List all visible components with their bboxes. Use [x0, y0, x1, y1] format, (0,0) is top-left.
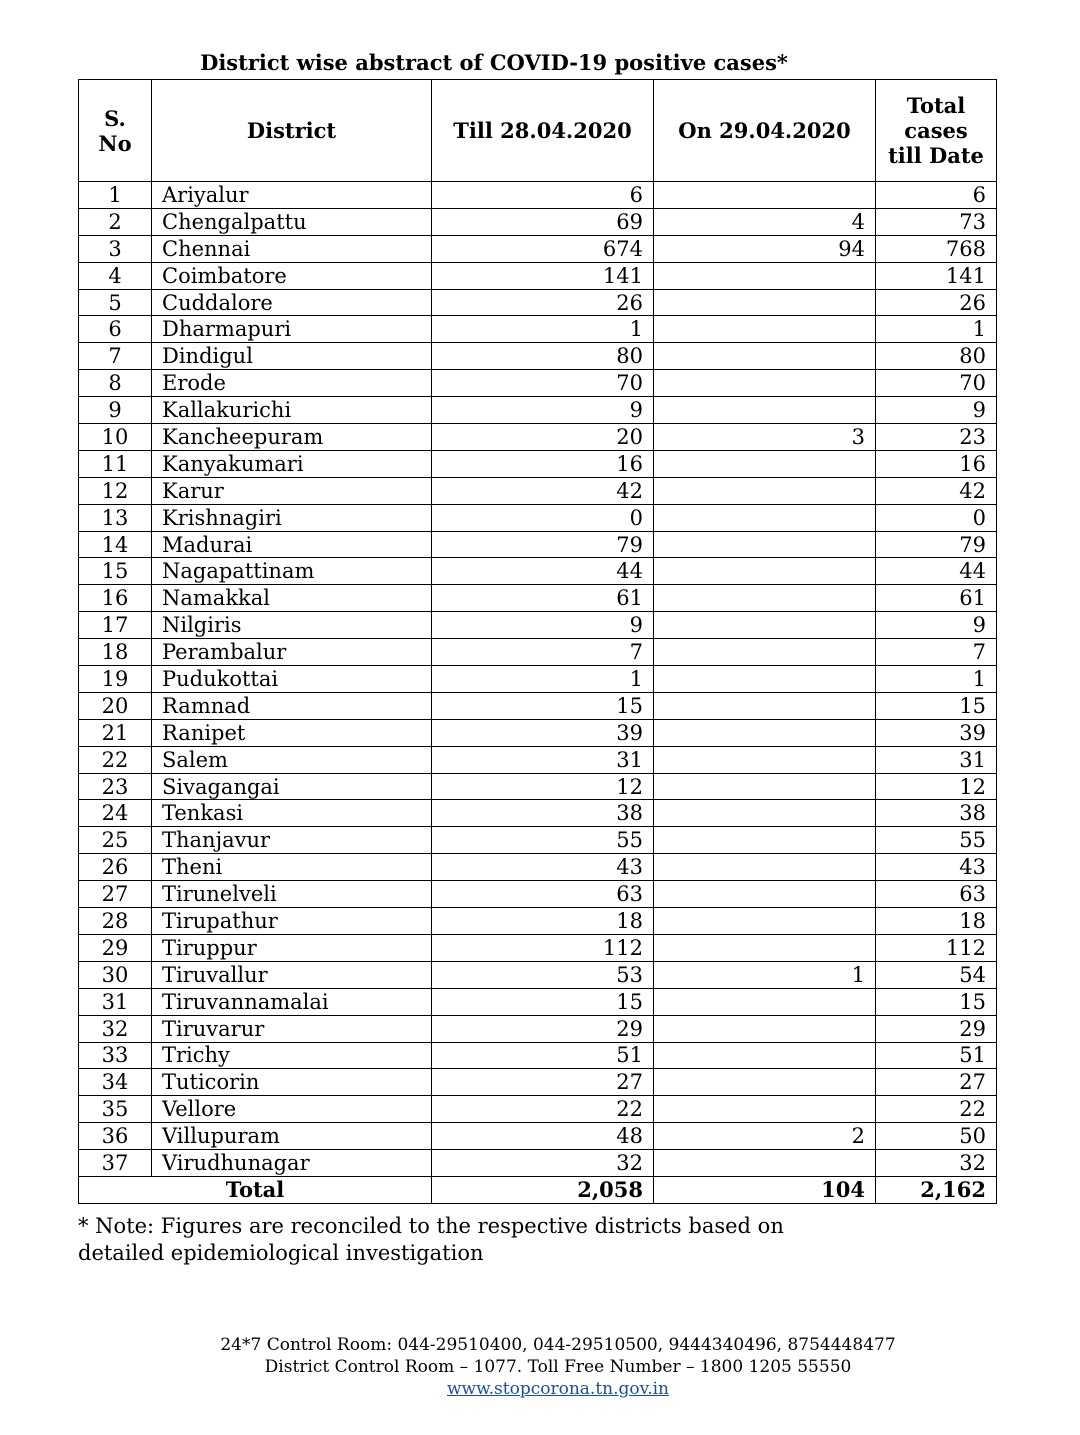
row-till: 20	[432, 424, 654, 451]
row-district: Tiruvannamalai	[152, 988, 432, 1015]
row-district: Tirupathur	[152, 908, 432, 935]
row-on: 4	[654, 208, 876, 235]
row-till: 31	[432, 746, 654, 773]
row-sno: 16	[79, 585, 152, 612]
row-till: 80	[432, 343, 654, 370]
table-row	[79, 639, 997, 666]
row-district: Chengalpattu	[152, 208, 432, 235]
row-total: 54	[876, 961, 997, 988]
row-sno: 21	[79, 719, 152, 746]
row-total: 32	[876, 1150, 997, 1177]
row-total: 55	[876, 827, 997, 854]
row-district: Cuddalore	[152, 289, 432, 316]
row-till: 15	[432, 692, 654, 719]
row-till: 53	[432, 961, 654, 988]
header-total-cases	[876, 80, 997, 182]
row-sno: 31	[79, 988, 152, 1015]
header-sno-line2: No	[98, 130, 132, 156]
row-till: 15	[432, 988, 654, 1015]
row-sno: 3	[79, 235, 152, 262]
total-till: 2,058	[432, 1176, 654, 1203]
header-sno	[79, 80, 152, 182]
row-on	[654, 370, 876, 397]
row-on	[654, 1069, 876, 1096]
row-district: Theni	[152, 854, 432, 881]
row-on	[654, 719, 876, 746]
table-row	[79, 719, 997, 746]
row-total: 29	[876, 1015, 997, 1042]
row-on	[654, 504, 876, 531]
row-sno: 14	[79, 531, 152, 558]
row-till: 43	[432, 854, 654, 881]
row-district: Thanjavur	[152, 827, 432, 854]
row-till: 0	[432, 504, 654, 531]
row-till: 141	[432, 262, 654, 289]
row-sno: 26	[79, 854, 152, 881]
total-on: 104	[654, 1176, 876, 1203]
row-district: Sivagangai	[152, 773, 432, 800]
table-row	[79, 289, 997, 316]
row-on	[654, 612, 876, 639]
row-district: Namakkal	[152, 585, 432, 612]
table-row	[79, 208, 997, 235]
row-total: 6	[876, 182, 997, 209]
row-total: 23	[876, 424, 997, 451]
row-on	[654, 182, 876, 209]
row-on	[654, 773, 876, 800]
row-sno: 29	[79, 934, 152, 961]
row-district: Chennai	[152, 235, 432, 262]
row-till: 29	[432, 1015, 654, 1042]
row-till: 6	[432, 182, 654, 209]
row-on: 2	[654, 1123, 876, 1150]
row-till: 38	[432, 800, 654, 827]
row-sno: 10	[79, 424, 152, 451]
row-total: 42	[876, 477, 997, 504]
row-district: Tuticorin	[152, 1069, 432, 1096]
row-till: 48	[432, 1123, 654, 1150]
row-district: Ranipet	[152, 719, 432, 746]
row-total: 16	[876, 450, 997, 477]
table-row	[79, 612, 997, 639]
note-line1: * Note: Figures are reconciled to the respective districts based on	[78, 1214, 784, 1238]
row-total: 61	[876, 585, 997, 612]
row-till: 26	[432, 289, 654, 316]
row-district: Kallakurichi	[152, 397, 432, 424]
row-till: 79	[432, 531, 654, 558]
row-on	[654, 316, 876, 343]
row-district: Tiruppur	[152, 934, 432, 961]
row-on: 1	[654, 961, 876, 988]
table-row	[79, 370, 997, 397]
row-district: Nilgiris	[152, 612, 432, 639]
row-sno: 22	[79, 746, 152, 773]
row-on	[654, 1015, 876, 1042]
row-sno: 23	[79, 773, 152, 800]
table-row	[79, 343, 997, 370]
row-on	[654, 827, 876, 854]
row-till: 1	[432, 316, 654, 343]
row-total: 70	[876, 370, 997, 397]
footer	[0, 1334, 1080, 1400]
row-district: Dindigul	[152, 343, 432, 370]
row-total: 15	[876, 692, 997, 719]
row-sno: 17	[79, 612, 152, 639]
total-cases: 2,162	[876, 1176, 997, 1203]
table-row	[79, 1123, 997, 1150]
district-cases-table	[78, 79, 997, 1204]
row-sno: 33	[79, 1042, 152, 1069]
row-district: Nagapattinam	[152, 558, 432, 585]
row-till: 22	[432, 1096, 654, 1123]
header-till-date: Till 28.04.2020	[432, 80, 654, 182]
row-on	[654, 450, 876, 477]
row-district: Virudhunagar	[152, 1150, 432, 1177]
row-on	[654, 934, 876, 961]
row-till: 12	[432, 773, 654, 800]
table-row	[79, 666, 997, 693]
table-row	[79, 1096, 997, 1123]
row-on	[654, 854, 876, 881]
table-row	[79, 182, 997, 209]
row-total: 1	[876, 316, 997, 343]
row-district: Madurai	[152, 531, 432, 558]
row-sno: 20	[79, 692, 152, 719]
row-on: 3	[654, 424, 876, 451]
row-district: Perambalur	[152, 639, 432, 666]
row-on	[654, 558, 876, 585]
table-row	[79, 934, 997, 961]
row-district: Kanyakumari	[152, 450, 432, 477]
row-sno: 19	[79, 666, 152, 693]
row-on	[654, 881, 876, 908]
row-on	[654, 531, 876, 558]
row-on	[654, 1096, 876, 1123]
row-total: 9	[876, 397, 997, 424]
row-district: Tirunelveli	[152, 881, 432, 908]
table-row	[79, 316, 997, 343]
table-row	[79, 1069, 997, 1096]
row-on	[654, 477, 876, 504]
row-till: 9	[432, 397, 654, 424]
row-on	[654, 289, 876, 316]
row-district: Karur	[152, 477, 432, 504]
row-sno: 13	[79, 504, 152, 531]
row-total: 39	[876, 719, 997, 746]
row-sno: 5	[79, 289, 152, 316]
table-row	[79, 692, 997, 719]
row-total: 7	[876, 639, 997, 666]
table-row	[79, 1015, 997, 1042]
row-district: Dharmapuri	[152, 316, 432, 343]
row-sno: 27	[79, 881, 152, 908]
table-row	[79, 746, 997, 773]
row-total: 9	[876, 612, 997, 639]
row-sno: 18	[79, 639, 152, 666]
row-total: 22	[876, 1096, 997, 1123]
row-till: 18	[432, 908, 654, 935]
footer-control-room: 24*7 Control Room: 044-29510400, 044-29510500, 9444340496, 8754448477	[220, 1335, 896, 1355]
row-on	[654, 262, 876, 289]
row-sno: 36	[79, 1123, 152, 1150]
table-row	[79, 961, 997, 988]
row-district: Salem	[152, 746, 432, 773]
table-row	[79, 773, 997, 800]
table-row	[79, 450, 997, 477]
row-till: 63	[432, 881, 654, 908]
row-till: 16	[432, 450, 654, 477]
row-total: 43	[876, 854, 997, 881]
header-total-line3: till Date	[888, 143, 984, 168]
row-on	[654, 343, 876, 370]
row-sno: 2	[79, 208, 152, 235]
row-total: 31	[876, 746, 997, 773]
table-row	[79, 908, 997, 935]
row-total: 79	[876, 531, 997, 558]
row-district: Ariyalur	[152, 182, 432, 209]
total-label: Total	[79, 1176, 432, 1203]
row-total: 768	[876, 235, 997, 262]
table-row	[79, 477, 997, 504]
row-sno: 30	[79, 961, 152, 988]
row-sno: 15	[79, 558, 152, 585]
row-on	[654, 1150, 876, 1177]
row-total: 26	[876, 289, 997, 316]
row-district: Trichy	[152, 1042, 432, 1069]
header-district: District	[152, 80, 432, 182]
table-row	[79, 504, 997, 531]
footer-website-link[interactable]: www.stopcorona.tn.gov.in	[447, 1379, 669, 1399]
row-on	[654, 692, 876, 719]
row-till: 69	[432, 208, 654, 235]
note	[78, 1213, 858, 1267]
row-till: 51	[432, 1042, 654, 1069]
row-sno: 1	[79, 182, 152, 209]
row-district: Erode	[152, 370, 432, 397]
row-total: 38	[876, 800, 997, 827]
row-district: Ramnad	[152, 692, 432, 719]
row-sno: 25	[79, 827, 152, 854]
row-district: Pudukottai	[152, 666, 432, 693]
row-on	[654, 397, 876, 424]
row-till: 55	[432, 827, 654, 854]
row-on	[654, 908, 876, 935]
row-total: 27	[876, 1069, 997, 1096]
table-row	[79, 235, 997, 262]
row-on	[654, 800, 876, 827]
document-title: District wise abstract of COVID-19 positive cases*	[200, 50, 788, 75]
row-total: 80	[876, 343, 997, 370]
row-till: 1	[432, 666, 654, 693]
row-sno: 12	[79, 477, 152, 504]
row-on	[654, 666, 876, 693]
row-total: 50	[876, 1123, 997, 1150]
header-on-date: On 29.04.2020	[654, 80, 876, 182]
row-sno: 6	[79, 316, 152, 343]
row-sno: 4	[79, 262, 152, 289]
row-till: 32	[432, 1150, 654, 1177]
note-line2: detailed epidemiological investigation	[78, 1241, 484, 1265]
row-on	[654, 746, 876, 773]
row-district: Villupuram	[152, 1123, 432, 1150]
header-total-line1: Total	[906, 93, 966, 118]
row-district: Tenkasi	[152, 800, 432, 827]
row-sno: 24	[79, 800, 152, 827]
row-till: 44	[432, 558, 654, 585]
row-sno: 37	[79, 1150, 152, 1177]
row-total: 1	[876, 666, 997, 693]
table-row	[79, 424, 997, 451]
row-district: Kancheepuram	[152, 424, 432, 451]
row-on: 94	[654, 235, 876, 262]
row-total: 63	[876, 881, 997, 908]
row-total: 73	[876, 208, 997, 235]
row-till: 9	[432, 612, 654, 639]
row-total: 0	[876, 504, 997, 531]
table-total-row	[79, 1176, 997, 1203]
table-row	[79, 881, 997, 908]
header-total-line2: cases	[904, 118, 968, 143]
row-total: 12	[876, 773, 997, 800]
row-sno: 8	[79, 370, 152, 397]
row-till: 27	[432, 1069, 654, 1096]
row-till: 70	[432, 370, 654, 397]
row-district: Vellore	[152, 1096, 432, 1123]
row-till: 674	[432, 235, 654, 262]
table-row	[79, 531, 997, 558]
row-sno: 11	[79, 450, 152, 477]
row-total: 15	[876, 988, 997, 1015]
row-sno: 7	[79, 343, 152, 370]
row-sno: 34	[79, 1069, 152, 1096]
row-on	[654, 1042, 876, 1069]
table-row	[79, 1042, 997, 1069]
table-row	[79, 585, 997, 612]
row-district: Tiruvarur	[152, 1015, 432, 1042]
table-header-row	[79, 80, 997, 182]
row-on	[654, 988, 876, 1015]
row-till: 61	[432, 585, 654, 612]
table-row	[79, 1150, 997, 1177]
header-sno-line1: S.	[104, 105, 126, 131]
table-body	[79, 182, 997, 1177]
row-sno: 32	[79, 1015, 152, 1042]
table-row	[79, 827, 997, 854]
table-row	[79, 800, 997, 827]
table-row	[79, 988, 997, 1015]
row-sno: 28	[79, 908, 152, 935]
row-total: 44	[876, 558, 997, 585]
row-sno: 35	[79, 1096, 152, 1123]
row-district: Tiruvallur	[152, 961, 432, 988]
row-total: 51	[876, 1042, 997, 1069]
row-till: 7	[432, 639, 654, 666]
table-row	[79, 854, 997, 881]
row-total: 141	[876, 262, 997, 289]
table-row	[79, 262, 997, 289]
row-district: Coimbatore	[152, 262, 432, 289]
row-on	[654, 639, 876, 666]
row-till: 112	[432, 934, 654, 961]
footer-district-room: District Control Room – 1077. Toll Free Number – 1800 1205 55550	[264, 1357, 852, 1377]
row-sno: 9	[79, 397, 152, 424]
row-till: 42	[432, 477, 654, 504]
row-district: Krishnagiri	[152, 504, 432, 531]
row-total: 18	[876, 908, 997, 935]
row-total: 112	[876, 934, 997, 961]
row-on	[654, 585, 876, 612]
table-row	[79, 397, 997, 424]
row-till: 39	[432, 719, 654, 746]
table-row	[79, 558, 997, 585]
